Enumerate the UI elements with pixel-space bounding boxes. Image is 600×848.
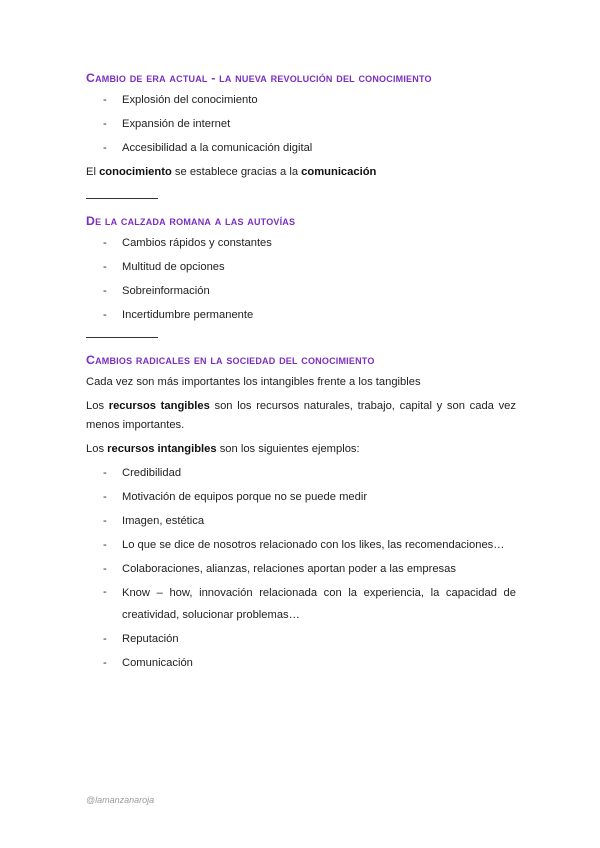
- text-run: se establece gracias a la: [171, 166, 302, 178]
- dash-bullet: -: [103, 261, 107, 273]
- text-run: son los recursos naturales, trabajo, capital y son cada vez menos importantes.: [86, 400, 516, 431]
- list-item-text: Sobreinformación: [122, 285, 210, 297]
- bold-term: recursos intangibles: [107, 443, 217, 455]
- dash-bullet: -: [103, 237, 107, 249]
- list-item: [86, 461, 516, 485]
- footer-watermark: @lamanzanaroja: [86, 795, 155, 805]
- separator-rule: [86, 337, 158, 350]
- text-run: son los siguientes ejemplos:: [216, 443, 360, 455]
- list-item: [86, 627, 516, 651]
- list-item-text: Cambios rápidos y constantes: [122, 237, 272, 249]
- bullet-list: [86, 461, 516, 675]
- list-item-text: Colaboraciones, alianzas, relaciones aportan poder a las empresas: [122, 563, 456, 575]
- text-run: Los: [86, 443, 108, 455]
- dash-bullet: -: [103, 142, 107, 154]
- list-item-text: Credibilidad: [122, 467, 182, 479]
- list-item-text: Motivación de equipos porque no se puede medir: [122, 491, 368, 503]
- list-item: [86, 581, 516, 627]
- dash-bullet: -: [103, 586, 107, 598]
- list-item-text: Comunicación: [122, 657, 193, 669]
- list-item-text: Expansión de internet: [122, 118, 231, 130]
- list-item: [86, 533, 516, 557]
- dash-bullet: -: [103, 633, 107, 645]
- list-item: [86, 557, 516, 581]
- bold-term: comunicación: [301, 166, 377, 178]
- list-item: [86, 279, 516, 303]
- document-page: [86, 68, 516, 675]
- list-item-text: Lo que se dice de nosotros relacionado con los likes, las recomendaciones…: [122, 539, 505, 551]
- dash-bullet: -: [103, 309, 107, 321]
- list-item: [86, 88, 516, 112]
- list-item: [86, 509, 516, 533]
- text-run: Los: [86, 400, 109, 412]
- intangibles-paragraph: [86, 437, 516, 461]
- list-item-text: Accesibilidad a la comunicación digital: [122, 142, 313, 154]
- list-item: [86, 303, 516, 327]
- bullet-list: [86, 88, 516, 160]
- separator-rule: [86, 198, 158, 211]
- dash-bullet: -: [103, 467, 107, 479]
- list-item-text: Imagen, estética: [122, 515, 205, 527]
- dash-bullet: -: [103, 285, 107, 297]
- bullet-list: [86, 231, 516, 327]
- list-item: [86, 255, 516, 279]
- dash-bullet: -: [103, 539, 107, 551]
- summary-paragraph: [86, 160, 516, 184]
- dash-bullet: -: [103, 657, 107, 669]
- dash-bullet: -: [103, 563, 107, 575]
- list-item-text: Multitud de opciones: [122, 261, 225, 273]
- list-item: [86, 651, 516, 675]
- list-item: [86, 112, 516, 136]
- bold-term: recursos tangibles: [108, 400, 210, 412]
- dash-bullet: -: [103, 491, 107, 503]
- bold-term: conocimiento: [99, 166, 172, 178]
- tangibles-paragraph: [86, 397, 516, 435]
- list-item: [86, 136, 516, 160]
- list-item: [86, 231, 516, 255]
- section-heading: Cambios radicales en la sociedad del conocimiento: [86, 353, 375, 367]
- list-item-text: Know – how, innovación relacionada con la experiencia, la capacidad de creatividad, solucionar problemas…: [122, 587, 516, 621]
- section-heading: De la calzada romana a las autovías: [86, 214, 296, 228]
- list-item: [86, 485, 516, 509]
- list-item-text: Explosión del conocimiento: [122, 94, 258, 106]
- text-run: El: [86, 166, 100, 178]
- dash-bullet: -: [103, 515, 107, 527]
- dash-bullet: -: [103, 118, 107, 130]
- list-item-text: Reputación: [122, 633, 179, 645]
- list-item-text: Incertidumbre permanente: [122, 309, 254, 321]
- section-heading: Cambio de era actual - la nueva revolución del conocimiento: [86, 71, 432, 85]
- dash-bullet: -: [103, 94, 107, 106]
- intro-paragraph: Cada vez son más importantes los intangibles frente a los tangibles: [86, 376, 421, 388]
